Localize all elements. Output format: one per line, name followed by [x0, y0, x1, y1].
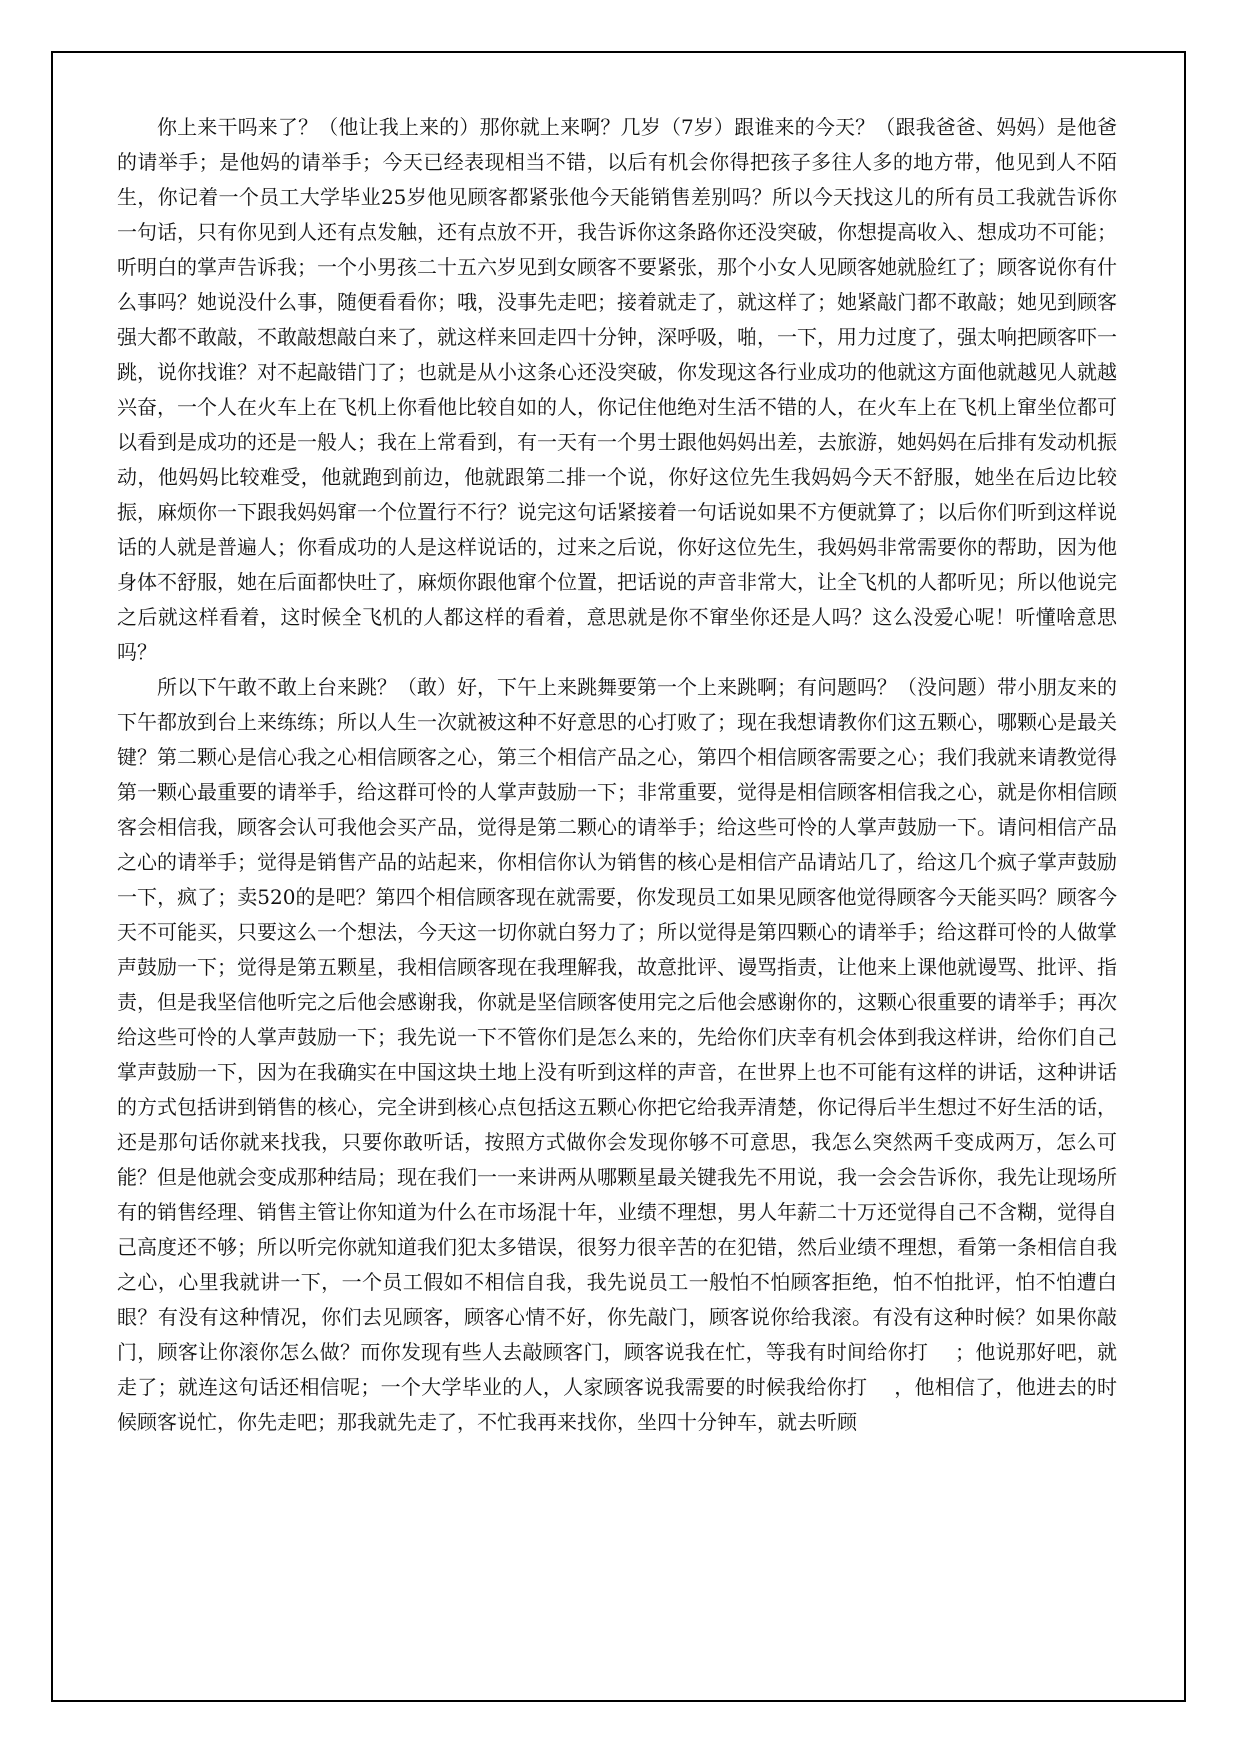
paragraph-1: 你上来干吗来了？（他让我上来的）那你就上来啊？几岁（7岁）跟谁来的今天？（跟我爸爸、妈妈）是他爸的请举手；是他妈的请举手；今天已经表现相当不错，以后有机会你得把孩子多往人多的地方带，他见到人不陌生，你记着一个员工大学毕业25岁他见顾客都紧张他今天能销售差别吗？所以今天找这儿的所有员工我就告诉你一句话，只有你见到人还有点发触，还有点放不开，我告诉你这条路你还没突破，你想提高收入、想成功不可能；听明白的掌声告诉我；一个小男孩二十五六岁见到女顾客不要紧张，那个小女人见顾客她就脸红了；顾客说你有什么事吗？她说没什么事，随便看看你；哦，没事先走吧；接着就走了，就这样了；她紧敲门都不敢敲；她见到顾客强大都不敢敲，不敢敲想敲白来了，就这样来回走四十分钟，深呼吸，啪，一下，用力过度了，强太响把顾客吓一跳，说你找谁？对不起敲错门了；也就是从小这条心还没突破，你发现这各行业成功的他就这方面他就越见人就越兴奋，一个人在火车上在飞机上你看他比较自如的人，你记住他绝对生活不错的人，在火车上在飞机上窜坐位都可以看到是成功的还是一般人；我在上常看到，有一天有一个男士跟他妈妈出差，去旅游，她妈妈在后排有发动机振动，他妈妈比较难受，他就跑到前边，他就跟第二排一个说，你好这位先生我妈妈今天不舒服，她坐在后边比较振，麻烦你一下跟我妈妈窜一个位置行不行？说完这句话紧接着一句话说如果不方便就算了；以后你们听到这样说话的人就是普遍人；你看成功的人是这样说话的，过来之后说，你好这位先生，我妈妈非常需要你的帮助，因为他身体不舒服，她在后面都快吐了，麻烦你跟他窜个位置，把话说的声音非常大，让全飞机的人都听见；所以他说完之后就这样看着，这时候全飞机的人都这样的看着，意思就是你不窜坐你还是人吗？这么没爱心呢！听懂啥意思吗？	[117, 115, 1117, 664]
document-body	[117, 110, 1117, 1440]
paragraph-2: 所以下午敢不敢上台来跳？（敢）好，下午上来跳舞要第一个上来跳啊；有问题吗？（没问题）带小朋友来的下午都放到台上来练练；所以人生一次就被这种不好意思的心打败了；现在我想请教你们这五颗心，哪颗心是最关键？第二颗心是信心我之心相信顾客之心，第三个相信产品之心，第四个相信顾客需要之心；我们我就来请教觉得第一颗心最重要的请举手，给这群可怜的人掌声鼓励一下；非常重要，觉得是相信顾客相信我之心，就是你相信顾客会相信我，顾客会认可我他会买产品，觉得是第二颗心的请举手；给这些可怜的人掌声鼓励一下。请问相信产品之心的请举手；觉得是销售产品的站起来，你相信你认为销售的核心是相信产品请站几了，给这几个疯子掌声鼓励一下，疯了；卖520的是吧？第四个相信顾客现在就需要，你发现员工如果见顾客他觉得顾客今天能买吗？顾客今天不可能买，只要这么一个想法，今天这一切你就白努力了；所以觉得是第四颗心的请举手；给这群可怜的人做掌声鼓励一下；觉得是第五颗星，我相信顾客现在我理解我，故意批评、谩骂指责，让他来上课他就谩骂、批评、指责，但是我坚信他听完之后他会感谢我，你就是坚信顾客使用完之后他会感谢你的，这颗心很重要的请举手；再次给这些可怜的人掌声鼓励一下；我先说一下不管你们是怎么来的，先给你们庆幸有机会体到我这样讲，给你们自己掌声鼓励一下，因为在我确实在中国这块土地上没有听到这样的声音，在世界上也不可能有这样的讲话，这种讲话的方式包括讲到销售的核心，完全讲到核心点包括这五颗心你把它给我弄清楚，你记得后半生想过不好生活的话，还是那句话你就来找我，只要你敢听话，按照方式做你会发现你够不可意思，我怎么突然两千变成两万，怎么可能？但是他就会变成那种结局；现在我们一一来讲两从哪颗星最关键我先不用说，我一会会告诉你，我先让现场所有的销售经理、销售主管让你知道为什么在市场混十年，业绩不理想，男人年薪二十万还觉得自己不含糊，觉得自己高度还不够；所以听完你就知道我们犯太多错误，很努力很辛苦的在犯错，然后业绩不理想，看第一条相信自我之心，心里我就讲一下，一个员工假如不相信自我，我先说员工一般怕不怕顾客拒绝，怕不怕批评，怕不怕遭白眼？有没有这种情况，你们去见顾客，顾客心情不好，你先敲门，顾客说你给我滚。有没有这种时候？如果你敲门，顾客让你滚你怎么做？而你发现有些人去敲顾客门，顾客说我在忙，等我有时间给你打 ；他说那好吧，就走了；就连这句话还相信呢；一个大学毕业的人，人家顾客说我需要的时候我给你打 ，他相信了，他进去的时候顾客说忙，你先走吧；那我就先走了，不忙我再来找你，坐四十分钟车，就去听顾	[117, 675, 1117, 1434]
